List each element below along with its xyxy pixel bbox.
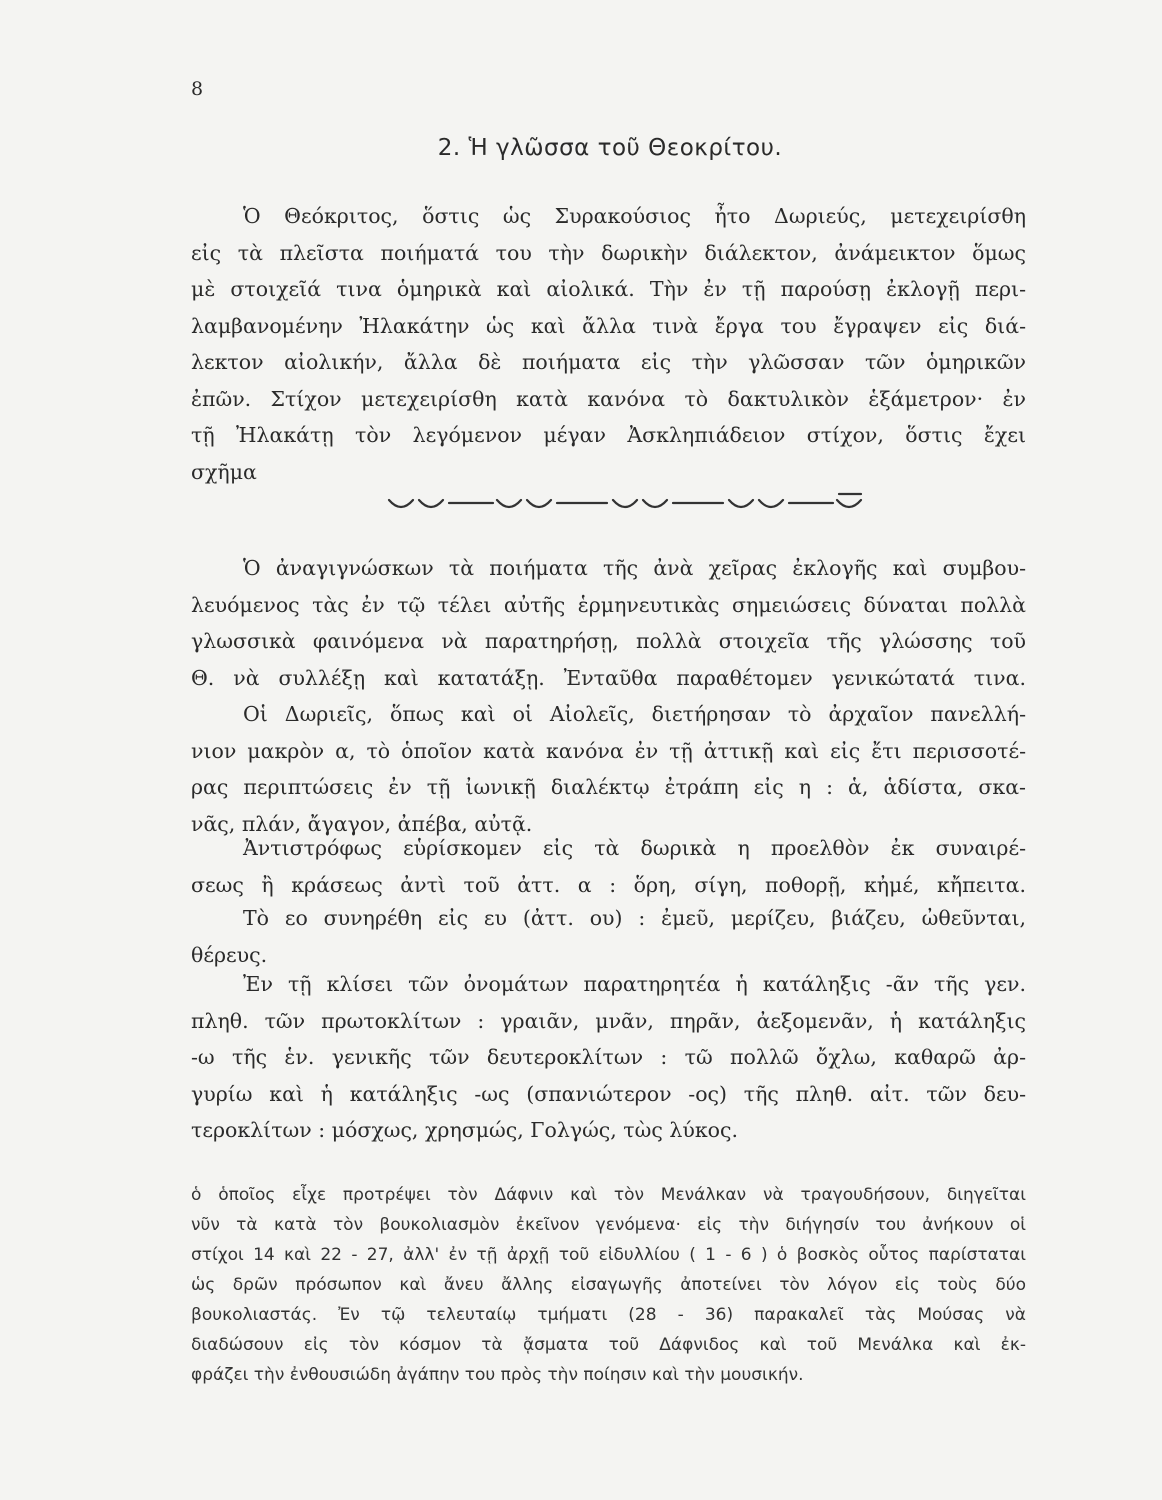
section-title: 2. Ἡ γλῶσσα τοῦ Θεοκρίτου.	[437, 135, 783, 161]
text-line: ἐπῶν. Στίχον μετεχειρίσθη κατὰ κανόνα τὸ δακτυλικὸν ἑξάμετρον· ἐν	[191, 386, 1026, 411]
text-line: Ἀντιστρόφως εὑρίσκομεν εἰς τὰ δωρικὰ η προελθὸν ἐκ συναιρέ-	[243, 836, 1026, 860]
text-line: λευόμενος τὰς ἐν τῷ τέλει αὐτῆς ἑρμηνευτικὰς σημειώσεις δύναται πολλὰ	[191, 592, 1026, 617]
text-line: θέρευς.	[191, 942, 268, 967]
text-line: Ὁ Θεόκριτος, ὅστις ὡς Συρακούσιος ἦτο Δωριεύς, μετεχειρίσθη	[243, 204, 1026, 228]
text-line: τῇ Ἠλακάτῃ τὸν λεγόμενον μέγαν Ἀσκληπιάδειον στίχον, ὅστις ἔχει	[191, 423, 1026, 447]
text-line: εἰς τὰ πλεῖστα ποιήματά του τὴν δωρικὴν διάλεκτον, ἀνάμεικτον ὅμως	[191, 240, 1026, 265]
text-line: Θ. νὰ συλλέξῃ καὶ κατατάξῃ. Ἐνταῦθα παραθέτομεν γενικώτατά τινα.	[191, 665, 1026, 690]
text-line: λεκτον αἰολικήν, ἄλλα δὲ ποιήματα εἰς τὴν γλῶσσαν τῶν ὁμηρικῶν	[191, 350, 1026, 374]
text-line: γλωσσικὰ φαινόμενα νὰ παρατηρήσῃ, πολλὰ στοιχεῖα τῆς γλώσσης τοῦ	[191, 629, 1026, 653]
footnote-line: διαδώσουν εἰς τὸν κόσμον τὰ ᾄσματα τοῦ Δάφνιδος καὶ τοῦ Μενάλκα καὶ ἐκ-	[191, 1335, 1026, 1355]
text-line: Τὸ εο συνηρέθη εἰς ευ (ἀττ. ου) : ἐμεῦ, μερίζευ, βιάζευ, ὠθεῦνται,	[243, 906, 1026, 930]
text-line: ρας περιπτώσεις ἐν τῇ ἰωνικῇ διαλέκτῳ ἐτράπη εἰς η : ἁ, ἁδίστα, σκα-	[191, 775, 1026, 799]
text-line: Ὁ ἀναγιγνώσκων τὰ ποιήματα τῆς ἀνὰ χεῖρας ἐκλογῆς καὶ συμβου-	[243, 556, 1026, 580]
paragraph-eo	[191, 900, 1026, 973]
text-line: σεως ἢ κράσεως ἀντὶ τοῦ ἀττ. α : ὅρη, σίγη, ποθορῇ, κἠμέ, κἤπειτα.	[191, 872, 1026, 897]
text-line: νιον μακρὸν α, τὸ ὁποῖον κατὰ κανόνα ἐν τῇ ἀττικῇ καὶ εἰς ἔτι περισσοτέ-	[191, 738, 1026, 763]
text-line: τεροκλίτων : μόσχως, χρησμώς, Γολγώς, τὼς λύκος.	[191, 1118, 738, 1142]
text-line: νᾶς, πλάν, ἄγαγον, ἀπέβα, αὐτᾷ.	[191, 811, 533, 836]
page-number: 8	[191, 78, 204, 100]
footnote-line: νῦν τὰ κατὰ τὸν βουκολιασμὸν ἐκεῖνον γενόμενα· εἰς τὴν διήγησίν του ἀνήκουν οἱ	[191, 1215, 1026, 1235]
text-line: Οἱ Δωριεῖς, ὅπως καὶ οἱ Αἰολεῖς, διετήρησαν τὸ ἀρχαῖον πανελλή-	[243, 702, 1026, 726]
text-line: Ἐν τῇ κλίσει τῶν ὀνομάτων παρατηρητέα ἡ κατάληξις -ᾶν τῆς γεν.	[243, 972, 1026, 996]
text-line: μὲ στοιχεῖά τινα ὁμηρικὰ καὶ αἰολικά. Τὴν ἐν τῇ παρούσῃ ἐκλογῇ περι-	[191, 277, 1026, 301]
footnote-line: βουκολιαστάς. Ἐν τῷ τελευταίῳ τμήματι (28 - 36) παρακαλεῖ τὰς Μούσας νὰ	[191, 1305, 1026, 1325]
text-line: λαμβανομένην Ἠλακάτην ὡς καὶ ἄλλα τινὰ ἔργα του ἔγραψεν εἰς διά-	[191, 313, 1026, 338]
paragraph-declension	[191, 966, 1026, 1149]
footnote-line: φράζει τὴν ἐνθουσιώδη ἀγάπην του πρὸς τὴν ποίησιν καὶ τὴν μουσικήν.	[191, 1365, 804, 1385]
paragraph-reader	[191, 550, 1026, 696]
metrical-scheme	[385, 490, 865, 526]
footnote-line: ὁ ὁποῖος εἶχε προτρέψει τὸν Δάφνιν καὶ τὸν Μενάλκαν νὰ τραγουδήσουν, διηγεῖται	[191, 1185, 1026, 1205]
text-line: -ω τῆς ἑν. γενικῆς τῶν δευτεροκλίτων : τῶ πολλῶ ὄχλω, καθαρῶ ἀρ-	[191, 1045, 1026, 1069]
paragraph-reverse	[191, 830, 1026, 903]
footnote-line: στίχοι 14 καὶ 22 - 27, ἀλλ' ἐν τῇ ἀρχῇ τοῦ εἰδυλλίου ( 1 - 6 ) ὁ βοσκὸς οὗτος παρίσταται	[191, 1245, 1026, 1265]
text-line: σχῆμα	[191, 459, 257, 484]
text-line: πληθ. τῶν πρωτοκλίτων : γραιᾶν, μνᾶν, πηρᾶν, ἀεξομενᾶν, ἡ κατάληξις	[191, 1008, 1026, 1033]
footnote	[191, 1180, 1026, 1390]
footnote-line: ὡς δρῶν πρόσωπον καὶ ἄνευ ἄλλης εἰσαγωγῆς ἀποτείνει τὸν λόγον εἰς τοὺς δύο	[191, 1275, 1026, 1295]
paragraph-dorians	[191, 696, 1026, 842]
text-line: γυρίω καὶ ἡ κατάληξις -ως (σπανιώτερον -ος) τῆς πληθ. αἰτ. τῶν δευ-	[191, 1081, 1026, 1106]
paragraph-intro	[191, 198, 1026, 490]
